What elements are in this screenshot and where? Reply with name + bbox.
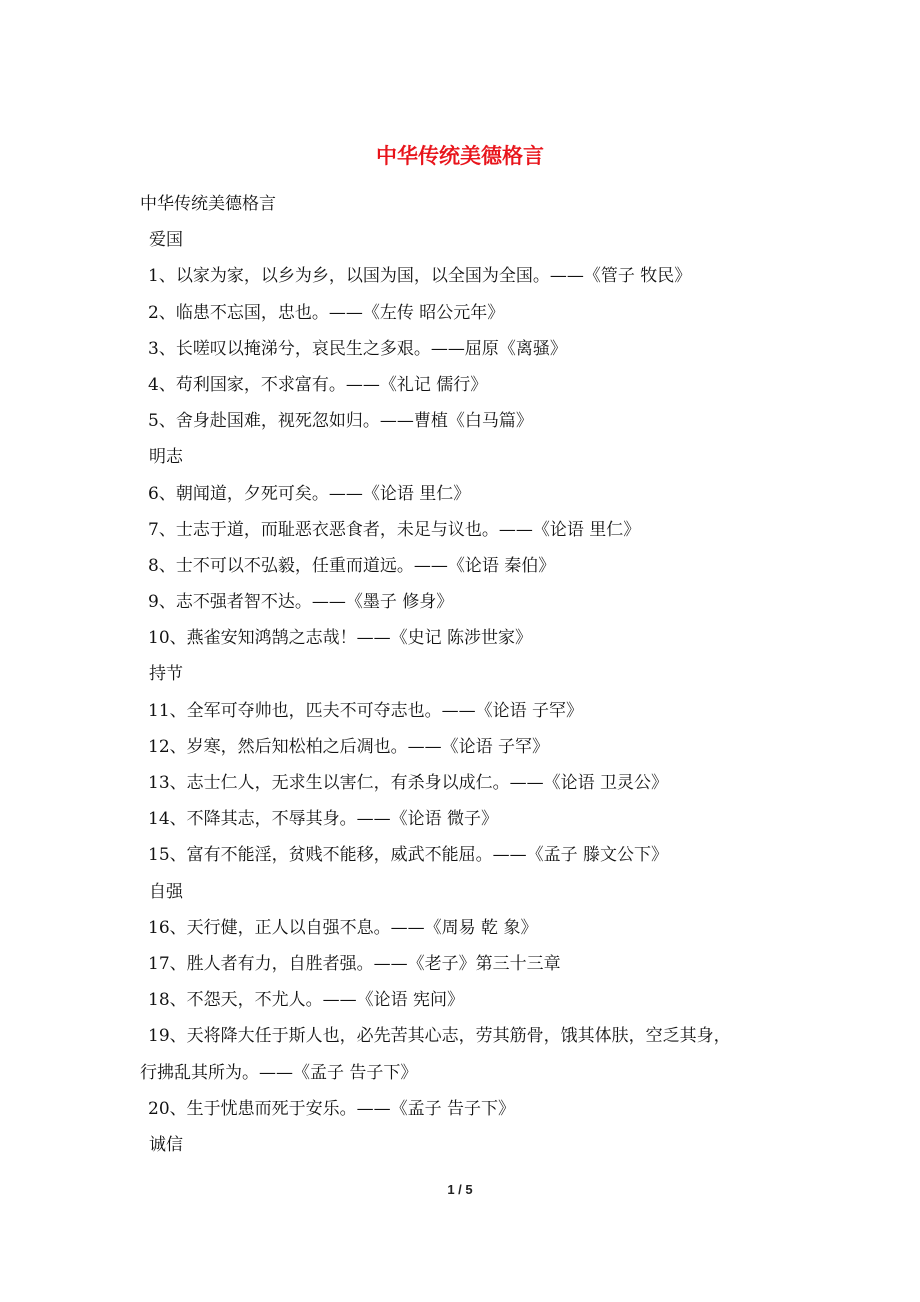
quote-item: 13、志士仁人，无求生以害仁，有杀身以成仁。——《论语 卫灵公》 xyxy=(148,773,669,793)
quote-item: 2、临患不忘国，忠也。——《左传 昭公元年》 xyxy=(148,302,505,323)
quote-item: 16、天行健，正人以自强不息。——《周易 乾 象》 xyxy=(148,917,538,938)
quote-item: 6、朝闻道，夕死可矣。——《论语 里仁》 xyxy=(148,483,471,504)
quote-item: 10、燕雀安知鸿鹄之志哉！——《史记 陈涉世家》 xyxy=(148,628,533,649)
quote-item: 15、富有不能淫，贫贱不能移，威武不能屈。——《孟子 滕文公下》 xyxy=(148,845,669,866)
page-indicator: 1 / 5 xyxy=(447,1182,473,1197)
quote-item: 5、舍身赴国难，视死忽如归。——曹植《白马篇》 xyxy=(148,411,533,432)
quote-item-continuation: 行拂乱其所为。——《孟子 告子下》 xyxy=(140,1062,418,1083)
quote-item: 20、生于忧患而死于安乐。——《孟子 告子下》 xyxy=(148,1098,516,1119)
quote-item: 18、不怨天，不尤人。——《论语 宪问》 xyxy=(148,990,465,1011)
document-body xyxy=(140,186,790,1163)
quote-item: 17、胜人者有力，自胜者强。——《老子》第三十三章 xyxy=(148,953,561,974)
quote-item: 12、岁寒，然后知松柏之后凋也。——《论语 子罕》 xyxy=(148,736,550,757)
quote-item: 11、全军可夺帅也，匹夫不可夺志也。——《论语 子罕》 xyxy=(148,700,584,721)
section-heading-ziqiang: 自强 xyxy=(149,881,183,902)
document-subtitle: 中华传统美德格言 xyxy=(140,194,276,214)
quote-item: 4、苟利国家，不求富有。——《礼记 儒行》 xyxy=(148,374,488,395)
quote-item: 9、志不强者智不达。——《墨子 修身》 xyxy=(148,592,454,613)
section-heading-mingzhi: 明志 xyxy=(149,447,183,468)
quote-item: 8、士不可以不弘毅，任重而道远。——《论语 秦伯》 xyxy=(148,555,556,576)
quote-item: 14、不降其志，不辱其身。——《论语 微子》 xyxy=(148,809,499,830)
section-heading-chijie: 持节 xyxy=(149,664,183,685)
quote-item: 7、士志于道，而耻恶衣恶食者，未足与议也。——《论语 里仁》 xyxy=(148,519,641,540)
section-heading-chengxin: 诚信 xyxy=(149,1134,183,1155)
section-heading-aiguo: 爱国 xyxy=(149,230,183,251)
quote-item: 19、天将降大任于斯人也，必先苦其心志，劳其筋骨，饿其体肤，空乏其身， xyxy=(148,1026,731,1047)
quote-item: 1、以家为家，以乡为乡，以国为国，以全国为全国。——《管子 牧民》 xyxy=(148,266,692,287)
document-title: 中华传统美德格言 xyxy=(376,143,544,168)
quote-item: 3、长嗟叹以掩涕兮，哀民生之多艰。——屈原《离骚》 xyxy=(148,338,567,359)
